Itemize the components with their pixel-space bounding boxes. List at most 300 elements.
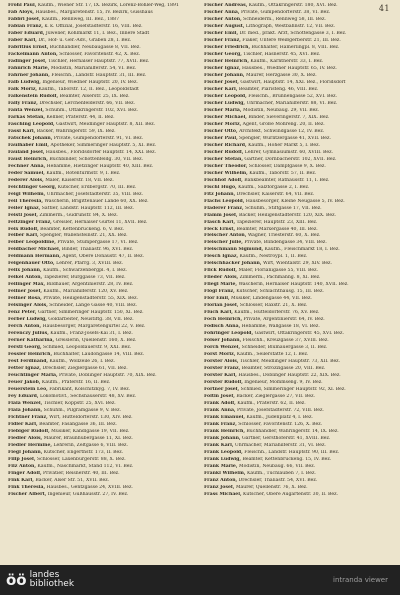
entry-text: Maler, Florianigasse 55, VIII. Bez. [238, 268, 318, 274]
directory-column-right [204, 3, 392, 561]
entry-name: Farkas Stefan, [8, 114, 46, 120]
entry-text: Kaufm., Praterstr. 62, II. Bez. [237, 401, 306, 407]
entry-text: Architekt, Schwindgasse 12, IV. Bez. [239, 128, 325, 134]
entry-text: Beamter, Kettenbrückeng. 15, IV. Bez. [242, 456, 332, 462]
entry-text: Schneider, Lange Gasse 40, VIII. Bez. [49, 303, 137, 309]
directory-entry [204, 268, 392, 275]
entry-text: Uhrmacher, Mariahilferstr. 88, VI. Bez. [246, 100, 338, 106]
entry-name: Ferner Katharina, [8, 338, 55, 344]
entry-text: Wäscherin, Brigittenauer Lände 60, XX. Bez. [44, 198, 149, 204]
entry-name: Fasching Leopold, [8, 121, 55, 127]
entry-text: Kaufm., Taborstr. 12, II. Bez., Leopoldstadt [38, 86, 139, 92]
directory-entry [204, 52, 392, 59]
directory-entry [8, 240, 196, 247]
entry-name: Flick Rudolf, [204, 268, 237, 274]
directory-entry [204, 408, 392, 415]
entry-text: Beamter, Kettenbrückeng. 6, V. Bez. [40, 226, 125, 232]
directory-entry [8, 157, 196, 164]
directory-entry [204, 471, 392, 478]
entry-text: Kaufm., Seilerstätte 12, I. Bez. [236, 352, 309, 358]
directory-entry [204, 282, 392, 289]
entry-name: Fink Karl, [8, 477, 34, 483]
entry-text: Schlosser, Favoritenstr. 42, X. Bez. [59, 51, 141, 57]
entry-text: Privatier, Reisnerstr. 40, III. Bez. [43, 470, 120, 476]
entry-text: Sattler, Landstr. Hauptstr. 112, III. Bez. [41, 205, 134, 211]
entry-text: Ingenieur, Mommseng. 9, IV. Bez. [244, 380, 323, 386]
entry-name: Frank Adolf, [204, 401, 236, 407]
directory-entry [204, 143, 392, 150]
entry-text: Fleischh., Landstr. Hauptstr. 90, III. Bez. [244, 450, 340, 455]
entry-name: Fohringer Leopold, [204, 331, 254, 337]
entry-name: Flor Emil, [204, 296, 230, 302]
directory-entry [204, 394, 392, 401]
entry-name: Frankl Wilhelm, [204, 470, 246, 476]
directory-entry [204, 331, 392, 338]
directory-entry [8, 457, 196, 464]
directory-entry [8, 492, 196, 499]
directory-entry [204, 129, 392, 136]
entry-name: Florian Josef, [204, 303, 239, 309]
entry-name: Fischer Friedrich, [204, 44, 251, 50]
entry-text: Schlosser, Favoritenstr. 126, X. Bez. [238, 422, 323, 428]
entry-text: Private, Heiligenstädterstr. 55, XIX. Bez. [43, 296, 139, 302]
entry-name: Fitz Johann, [204, 191, 236, 197]
entry-text: Maler, Kaiserstr. 18, VII. Bez. [45, 177, 114, 183]
entry-text: Schlosser, Laxenburgerstr. 88, X. Bez. [37, 456, 126, 462]
entry-name: Fiegl Johann, [8, 450, 43, 455]
directory-entry [204, 45, 392, 52]
directory-entry [204, 122, 392, 129]
directory-entry [8, 422, 196, 429]
entry-name: Feldmann Hermann, [8, 254, 61, 260]
entry-name: Felsinger Alois, [8, 303, 48, 309]
entry-name: Frank Emanuel, [204, 415, 245, 421]
entry-name: Fleischer Julie, [204, 240, 243, 246]
directory-entry [204, 324, 392, 331]
entry-text: Beamter, Alserstr. 25, IX. Bez. [59, 93, 130, 99]
entry-text: Musiker, Lindengasse 44, VII. Bez. [231, 296, 312, 302]
directory-entry [8, 136, 196, 143]
entry-text: Maurer, Braunhubergasse 11, XI. Bez. [43, 436, 133, 442]
entry-name: Fellner Rosa, [8, 296, 42, 302]
logo-wordmark [30, 571, 74, 589]
directory-entry [204, 73, 392, 80]
directory-entry [204, 422, 392, 429]
entry-text: Beamter, Piaristeng. 46, VIII. Bez. [238, 86, 319, 92]
entry-text: Dr. med., prakt. Arzt, Schottengasse 3, I. Bez. [239, 30, 347, 36]
entry-text: Schuhm., Ottakringerstr. 102, XVI. Bez. [45, 107, 139, 113]
entry-name: Fischer Stefan, [204, 156, 243, 162]
entry-name: Felgenhauer Otto, [8, 261, 55, 267]
entry-name: Frank Marie, [204, 463, 238, 469]
directory-entry [204, 317, 392, 324]
entry-text: Buchhändler, Währingerstr. 14, IX. Bez. [246, 429, 339, 435]
entry-name: Födisch Anna, [204, 324, 241, 330]
directory-entry [8, 233, 196, 240]
entry-name: Fleischmann Sigmund, [204, 247, 264, 253]
directory-entry [8, 366, 196, 373]
entry-text: Tischler, Hasnerstr. 45, XVI. Bez. [243, 51, 321, 57]
entry-name: Fladerer Franz, [204, 205, 244, 211]
entry-name: Faber Karl, [8, 37, 37, 43]
directory-entry [8, 359, 196, 366]
directory-entry [204, 366, 392, 373]
directory-entry [8, 310, 196, 317]
directory-entry [204, 94, 392, 101]
entry-name: Feiler Ignaz, [8, 205, 41, 211]
directory-entry [204, 464, 392, 471]
entry-text: Spengler, Wurlitzergasse 41, XVII. Bez. [239, 135, 331, 141]
entry-text: Kaufm., Mariahilferstr. 120, XV. Bez. [43, 289, 129, 295]
entry-text: Bäcker, Zieglergasse 27, VII. Bez. [236, 394, 316, 400]
directory-entry [8, 87, 196, 94]
entry-text: Modistin, Neubaug. 29, VII. Bez. [242, 107, 320, 113]
entry-name: Fischer Wilhelm, [204, 170, 248, 176]
entry-name: Fanta Wenzel, [8, 107, 44, 113]
entry-name: Fahrner Johann, [8, 72, 50, 78]
entry-name: Foltin Josef, [204, 394, 235, 400]
entry-name: Frank Ludwig, [204, 456, 241, 462]
directory-entry [8, 10, 196, 17]
directory-columns [8, 3, 392, 561]
entry-name: Fiala Johann, [8, 408, 43, 414]
entry-text: Drechsler, Lerchenfelderstr. 66, VII. Bez. [39, 100, 135, 106]
entry-text: Hausbes., Margaretenstr. 15, IV. Bezirk, Gusshaus [35, 9, 153, 15]
entry-name: Forch Wenzel, [204, 345, 241, 351]
entry-name: Flesch Ignaz, [204, 254, 239, 260]
directory-entry [204, 80, 392, 87]
directory-entry [204, 275, 392, 282]
entry-text: Kaufm., Taborstr. 57, II. Bez. [249, 170, 317, 176]
entry-text: Wäscherin, Hernalser Hauptstr. 140, XVII. Bez. [238, 282, 349, 288]
entry-text: Kaufm., Hoher Markt 5, I. Bez. [248, 142, 321, 148]
entry-name: Fassl Karl, [8, 128, 36, 134]
entry-text: Private, Argentinierstr. 64, IV. Bez. [243, 317, 325, 323]
entry-name: Fellinger Max, [8, 282, 46, 288]
viewer-brand-label[interactable]: intranda viewer [333, 576, 388, 584]
entry-name: Filz Anton, [8, 463, 36, 469]
entry-text: Gärtner, Dornbacherstr. 102, XVII. Bez. [244, 156, 337, 162]
entry-text: Kaufm., Fleischmarkt 18, I. Bez. [264, 247, 340, 253]
entry-name: Frank Karl, [204, 443, 234, 449]
directory-column-left [8, 3, 196, 561]
entry-text: Tapezierer, Burggasse 73, VII. Bez. [43, 275, 126, 281]
entry-text: Tischler, Meidlinger Hauptstr. 73, XII. Bez. [239, 359, 341, 365]
entry-name: Fackelmann Anton, [8, 51, 58, 57]
entry-name: Fischer Rudolf, [204, 149, 244, 155]
directory-entry [8, 415, 196, 422]
entry-text: Private, Stumpergasse 17, VI. Bez. [57, 240, 139, 246]
directory-entry [204, 310, 392, 317]
entry-name: Fink Theresia, [8, 484, 46, 490]
entry-text: Gärtner, Gersthoferstr. 41, XVIII. Bez. [242, 436, 331, 442]
directory-entry [204, 220, 392, 227]
entry-name: Fölser Johann, [204, 338, 242, 344]
entry-text: Dr., Hof- u. Ger.-Adv., Graben 28, I. Bez. [38, 37, 132, 43]
entry-name: Fischhof Adolf, [204, 177, 243, 183]
entry-name: Flachs Leopold, [204, 198, 245, 204]
entry-text: Kaufm., Wollzeile 26, I. Bez. [49, 359, 115, 365]
directory-entry [204, 206, 392, 213]
entry-text: Zimmerm., Pachmanng. 8, XI. Bez. [239, 275, 321, 281]
entry-text: Buchhalter, Laudongasse 14, VIII. Bez. [53, 352, 145, 358]
entry-text: Zimmerm., Gudrunstr. 84, X. Bez. [39, 212, 118, 218]
entry-name: Fiedler Hermine, [8, 443, 52, 449]
directory-entry [204, 492, 392, 499]
entry-text: Kaufm., Wiener Str. 17, IX. Bezirk, Lorenz-Böhler-Weg, 1891 [37, 3, 179, 8]
entry-name: Fischer Otto, [204, 128, 238, 134]
entry-text: Hausbes., Döblinger Hauptstr. 22, XIX. Bez. [238, 373, 341, 379]
directory-entry [204, 185, 392, 192]
directory-entry [204, 66, 392, 73]
entry-text: Private, Gumpendorferstr. 38, VI. Bez. [240, 9, 331, 15]
entry-text: Bankbeamter, Rathausstr. 11, I. Bez. [244, 177, 330, 183]
entry-text: Kaufm., Franz-Josefs-Kai 31, I. Bez. [50, 331, 133, 337]
entry-text: Drechsler, Thaliastr. 54, XVI. Bez. [238, 477, 318, 483]
entry-text: Wagner, Triesterstr. 60, X. Bez. [247, 233, 321, 239]
entry-name: Ferch Anton, [8, 324, 42, 330]
directory-entry [204, 108, 392, 115]
entry-name: Fischer Emil, [204, 30, 239, 36]
entry-name: Fadinger Josef, [8, 58, 47, 64]
entry-name: Fiala Wenzel, [8, 401, 43, 407]
entry-name: Fabritius Ernst, [8, 44, 49, 50]
directory-entry [8, 122, 196, 129]
entry-name: Fliegl Marie, [204, 282, 237, 288]
directory-entry [204, 380, 392, 387]
entry-name: Feuerstein Leo, [8, 387, 48, 393]
entry-text: Private, Josefstädterstr. 72, VIII. Bez. [237, 408, 324, 414]
entry-text: Drechsler, Kaiserstr. 64, VII. Bez. [236, 191, 315, 197]
directory-entry [8, 296, 196, 303]
entry-text: Kaufm., Ottakringerstr. 180, XVI. Bez. [248, 3, 338, 8]
entry-text: Binder, Thaliastr. 96, XVI. Bez. [61, 247, 134, 253]
entry-text: Hausbesorger, Margaretengürtel 22, V. Bez. [42, 324, 146, 330]
directory-entry [8, 171, 196, 178]
entry-name: Felkel Anton, [8, 275, 43, 281]
entry-text: Lokomotivf., Sechshauserstr. 48, XV. Bez. [39, 394, 137, 400]
directory-entry [8, 17, 196, 24]
directory-entry [8, 443, 196, 450]
entry-text: Bäcker, Währingerstr. 59, IX. Bez. [36, 128, 116, 134]
entry-name: Fischer Paul, [204, 135, 238, 141]
directory-entry [204, 401, 392, 408]
entry-name: Feuer Jakob, [8, 380, 41, 386]
entry-name: Flieder Alois, [204, 275, 239, 281]
directory-entry [8, 338, 196, 345]
entry-name: Fabian Franz, [8, 23, 43, 29]
entry-text: Tapezierer, Hauptstr. 23, XIII. Bez. [236, 219, 318, 225]
page-number: 41 [378, 4, 390, 13]
directory-entry [204, 59, 392, 66]
entry-name: Falkenstein Rudolf, [8, 93, 59, 99]
directory-entry [8, 108, 196, 115]
entry-text: Fabrikant, Kolschitzkyg. 7, IV. Bez. [49, 387, 131, 393]
entry-text: Schneiderm., Rennweg 58, III. Bez. [243, 16, 326, 22]
directory-entry [204, 87, 392, 94]
entry-text: Maurer, Quellenstr. 76, X. Bez. [235, 484, 308, 490]
directory-entry [204, 31, 392, 38]
entry-name: Franz Anton, [204, 477, 238, 483]
directory-entry [8, 213, 196, 220]
entry-name: Fabbri Josef, [8, 16, 41, 22]
directory-entry [204, 136, 392, 143]
entry-text: Tischler, Koppstr. 25, XVI. Bez. [43, 401, 116, 407]
entry-name: Forster Alois, [204, 359, 239, 365]
directory-entry [8, 73, 196, 80]
entry-text: Gastwirt, Meidlinger Hauptstr. 8, XII. Bez. [56, 121, 156, 127]
entry-name: Fleischhacker Johann, [204, 261, 262, 267]
entry-text: Schmied, Simmeringer Hauptstr. 92, XI. Bez. [240, 387, 346, 393]
directory-entry [204, 338, 392, 345]
entry-text: Lehrer, Gymnasiumstr. 60, XVIII. Bez. [244, 149, 334, 155]
directory-entry [204, 115, 392, 122]
entry-name: Fischer Ignaz, [204, 65, 241, 71]
directory-entry [8, 268, 196, 275]
entry-name: Felber Leopoldine, [8, 240, 56, 246]
directory-entry [8, 408, 196, 415]
entry-text: Modistin, Neubaug. 66, VII. Bez. [238, 463, 316, 469]
directory-entry [204, 240, 392, 247]
directory-entry [8, 185, 196, 192]
entry-name: Fluch Karl, [204, 310, 233, 316]
logo-mark: öö [6, 570, 27, 589]
entry-text: Hausbesorger, Kleine Neugasse 5, IV. Bez. [245, 198, 345, 204]
entry-name: Fischer Michael, [204, 114, 247, 120]
directory-entry [204, 164, 392, 171]
directory-entry [204, 213, 392, 220]
entry-name: Fischer Johann, [204, 72, 245, 78]
entry-text: Drechsler, Zieglergasse 61, VII. Bez. [42, 366, 128, 372]
entry-name: Federer Alois, [8, 177, 44, 183]
directory-entry [8, 247, 196, 254]
entry-name: Fischer Anton, [204, 16, 242, 22]
entry-text: Lithograph, Westbahnstr. 12, VII. Bez. [245, 23, 335, 29]
entry-name: Förster Rudolf, [204, 380, 243, 386]
directory-entry [8, 352, 196, 359]
entry-text: Bäcker, Heiligenstädterstr. 120, XIX. Bez. [239, 212, 336, 218]
entry-name: Felber Karl, [8, 233, 39, 239]
entry-text: Tischler, Hernalser Hauptstr. 77, XVII. Bez. [48, 58, 150, 64]
entry-text: Kaufm., Tuchlauben 7, I. Bez. [246, 470, 316, 476]
directory-entry [8, 261, 196, 268]
directory-entry [8, 31, 196, 38]
entry-text: Bildhauer, Argentinierstr. 28, IV. Bez. [46, 282, 134, 288]
directory-entry [8, 164, 196, 171]
entry-text: Schmied, Leopoldauerstr. 9, XXI. Bez. [43, 345, 132, 351]
entry-text: Hausbes., Gentzgasse 24, XVIII. Bez. [46, 484, 133, 490]
entry-name: Frank Franz, [204, 422, 237, 428]
directory-entry [8, 80, 196, 87]
directory-entry [204, 227, 392, 234]
directory-entry [8, 59, 196, 66]
entry-text: Spengler, Wallensteinstr. 21, XX. Bez. [40, 233, 128, 239]
entry-name: Foch Heinrich, [204, 317, 243, 323]
entry-text: Schlosser, Raxstr. 21, X. Bez. [239, 303, 308, 309]
entry-name: Ferstl Georg, [8, 345, 42, 351]
entry-name: Fiebiger Rudolf, [8, 429, 50, 435]
entry-text: Buchbinder, Schottenfeldg. 30, VII. Bez. [49, 156, 143, 162]
entry-name: Falb Ludwig, [8, 79, 41, 85]
entry-name: Fischer Moriz, [204, 121, 242, 127]
entry-name: Falk Moriz, [8, 86, 38, 92]
directory-entry [8, 394, 196, 401]
entry-text: Maurer, Herzgasse 30, X. Bez. [245, 72, 317, 78]
entry-text: Schneider, Blumauergasse 3, II. Bez. [241, 345, 328, 351]
entry-text: Apotheker, Simmeringer Hauptstr. 5, XI. Bez. [50, 142, 157, 148]
directory-entry [204, 17, 392, 24]
entry-text: Fleischh., Landstr. Hauptstr. 31, III. Bez. [51, 72, 147, 78]
entry-name: Flögl Franz, [204, 289, 235, 295]
directory-entry [204, 254, 392, 261]
directory-entry [204, 24, 392, 31]
entry-name: Feichtinger Georg, [8, 184, 57, 190]
entry-name: Fischer Richard, [204, 142, 247, 148]
directory-entry [204, 415, 392, 422]
entry-text: Hebamme, Hietzinger Hauptstr. 40, XIII. Bez. [46, 163, 154, 169]
entry-name: Feigl Wilhelm, [8, 191, 46, 197]
entry-name: Fischer Heinrich, [204, 58, 249, 64]
entry-name: Felix Johann, [8, 268, 42, 274]
entry-name: Fleischer Anton, [204, 233, 247, 239]
entry-name: Feistl Josef, [8, 212, 38, 218]
entry-text: Kutscher, Engerthstr. 173, II. Bez. [43, 450, 124, 455]
entry-name: Fischer Josef, [204, 79, 239, 85]
directory-entry [8, 485, 196, 492]
entry-name: Forst Moriz, [204, 352, 236, 358]
entry-text: Fiaker, Untere Weißgerberstr. 21, III. Bez. [242, 37, 341, 43]
entry-text: Private, Döblinger Hauptstr. 70, XIX. Bez. [59, 373, 157, 379]
entry-name: Forster Karl, [204, 373, 237, 379]
entry-name: Fidler Karl, [8, 422, 38, 428]
directory-entry [8, 178, 196, 185]
directory-entry [204, 157, 392, 164]
entry-text: Agent, Große Mohreng. 20, II. Bez. [242, 121, 325, 127]
entry-text: Ingenieur, Wiedner Hauptstr. 20, IV. Bez. [42, 79, 138, 85]
entry-name: Frank Johann, [204, 436, 241, 442]
directory-entry [8, 115, 196, 122]
entry-text: Lehrer, Pfarrg. 3, XVIII. Bez. [56, 261, 123, 267]
directory-entry [8, 345, 196, 352]
entry-text: Gärtner, Simmeringer Hauptstr. 150, XI. Bez. [37, 310, 144, 316]
entry-name: Fröhl Paul, [8, 3, 37, 8]
directory-entry [8, 94, 196, 101]
directory-entry [8, 45, 196, 52]
entry-name: Fischer Franz, [204, 37, 241, 43]
entry-name: Feder Samuel, [8, 170, 45, 176]
directory-entry [8, 380, 196, 387]
entry-name: Fähnrich Marie, [8, 65, 50, 71]
entry-name: Fischer Andreas, [204, 3, 248, 8]
directory-entry [204, 296, 392, 303]
directory-entry [8, 101, 196, 108]
entry-text: Uhrmacher, Josefstädterstr. 35, VIII. Bez. [46, 191, 143, 197]
directory-entry [204, 345, 392, 352]
entry-name: Fiedler Alois, [8, 436, 43, 442]
entry-name: Frass Michael, [204, 491, 242, 497]
entry-name: Fischer Theodor, [204, 163, 248, 169]
entry-name: Frank Leopold, [204, 450, 243, 455]
library-logo[interactable] [0, 565, 74, 595]
entry-text: Hausbes., Wiedner Hauptstr. 65, IV. Bez. [242, 65, 337, 71]
entry-text: Modistin, Mariahilferstr. 54, VI. Bez. [50, 65, 137, 71]
entry-text: Schlosser, Dampfgasse 9, X. Bez. [248, 163, 326, 169]
entry-name: Fauland Josef, [8, 149, 45, 155]
entry-name: Fab Aloys, [8, 9, 35, 15]
directory-entry [204, 450, 392, 457]
entry-text: Gastwirt, Ottakringerstr. 45, XVI. Bez. [254, 331, 344, 337]
entry-name: Fessler Heinrich, [8, 352, 53, 358]
